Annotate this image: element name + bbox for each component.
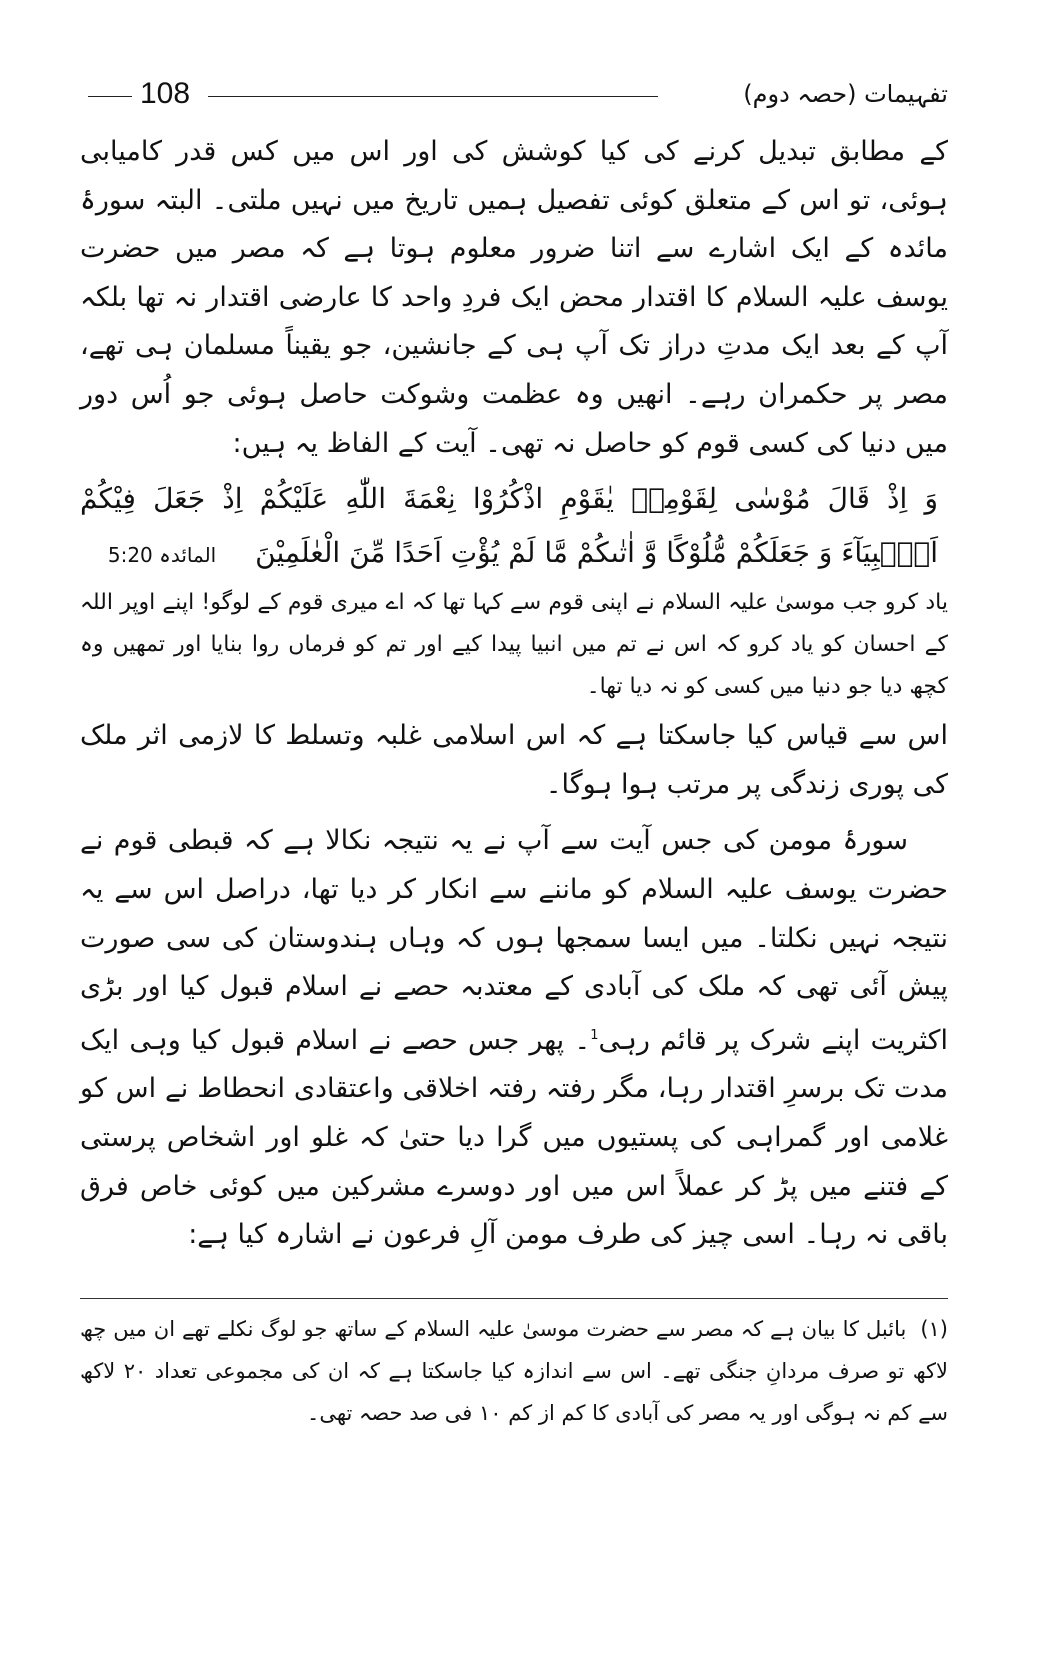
header-rule-left bbox=[88, 96, 132, 97]
header-rule-middle bbox=[208, 96, 658, 97]
footnote-1 bbox=[80, 1308, 948, 1434]
footnote-text: بائبل کا بیان ہے کہ مصر سے حضرت موسیٰ علیہ السلام کے ساتھ جو لوگ نکلے تھے ان میں چھ لاکھ تو صرف مردانِ جنگی تھے۔ اس سے اندازہ کیا جاسکتا ہے کہ ان کی مجموعی تعداد ۲۰ لاکھ سے کم نہ ہوگی اور یہ مصر کی آبادی کا کم از کم ۱۰ فی صد حصہ تھی۔ bbox=[80, 1317, 948, 1425]
footnote-reference-marker[interactable]: 1 bbox=[590, 1027, 599, 1043]
page-number: 108 bbox=[140, 77, 191, 110]
verse-translation: یاد کرو جب موسیٰ علیہ السلام نے اپنی قوم سے کہا تھا کہ اے میری قوم کے لوگو! اپنے اوپر اللہ کے احسان کو یاد کرو کہ اس نے تم میں انبیا پیدا کیے اور تم کو فرماں روا بنایا اور تمھیں وہ کچھ دیا جو دنیا میں کسی کو نہ دیا تھا۔ bbox=[80, 590, 948, 700]
footnotes bbox=[80, 1308, 948, 1434]
paragraph-3 bbox=[80, 817, 948, 1259]
paragraph-3-part-2: ۔ پھر جس حصے نے اسلام قبول کیا وہی ایک مدت تک برسرِ اقتدار رہا، مگر رفتہ رفتہ اخلاقی واعتقادی انحطاط نے اس کو غلامی اور گمراہی کی پستیوں میں گرا دیا حتیٰ کہ غلو اور اشخاص پرستی کے فتنے میں پڑ کر عملاً اس میں اور دوسرے مشرکین میں کوئی خاص فرق باقی نہ رہا۔ اسی چیز کی طرف مومن آلِ فرعون نے اشارہ کیا ہے: bbox=[80, 1024, 948, 1251]
footnote-marker: (۱) bbox=[920, 1317, 948, 1341]
verse-reference: المائدہ 5:20 bbox=[107, 543, 217, 568]
main-text bbox=[80, 128, 948, 1260]
verse-text: وَ اِذْ قَالَ مُوْسٰى لِقَوْمِهٖ يٰقَوْمِ اذْكُرُوْا نِعْمَةَ اللّٰهِ عَلَيْكُمْ اِذْ جَعَلَ فِيْكُمْ اَنْۢبِيَآءَ وَ جَعَلَكُمْ مُّلُوْكًا وَّ اٰتٰىكُمْ مَّا لَمْ يُؤْتِ اَحَدًا مِّنَ الْعٰلَمِيْنَ bbox=[80, 482, 938, 570]
quran-verse bbox=[80, 472, 938, 582]
paragraph-3-part-1: سورۂ مومن کی جس آیت سے آپ نے یہ نتیجہ نکالا ہے کہ قبطی قوم نے حضرت یوسف علیہ السلام کو ماننے سے انکار کر دیا تھا، دراصل اس سے یہ نتیجہ نہیں نکلتا۔ میں ایسا سمجھا ہوں کہ وہاں ہندوستان کی سی صورت پیش آئی تھی کہ ملک کی آبادی کے معتدبہ حصے نے اسلام قبول کیا اور بڑی اکثریت اپنے شرک پر قائم رہی bbox=[80, 825, 948, 1056]
footnote-divider bbox=[80, 1298, 948, 1299]
running-title: تفہیمات (حصہ دوم) bbox=[743, 80, 948, 108]
paragraph-2: اس سے قیاس کیا جاسکتا ہے کہ اس اسلامی غلبہ وتسلط کا لازمی اثر ملک کی پوری زندگی پر مرتب ہوا ہوگا۔ bbox=[80, 720, 948, 800]
page-header bbox=[88, 72, 948, 116]
paragraph-1: کے مطابق تبدیل کرنے کی کیا کوشش کی اور اس میں کس قدر کامیابی ہوئی، تو اس کے متعلق کوئی تفصیل ہمیں تاریخ میں نہیں ملتی۔ البتہ سورۂ مائدہ کے ایک اشارے سے اتنا ضرور معلوم ہوتا ہے کہ مصر میں حضرت یوسف علیہ السلام کا اقتدار محض ایک فردِ واحد کا عارضی اقتدار نہ تھا بلکہ آپ کے بعد ایک مدتِ دراز تک آپ ہی کے جانشین، جو یقیناً مسلمان ہی تھے، مصر پر حکمران رہے۔ انھیں وہ عظمت وشوکت حاصل ہوئی جو اُس دور میں دنیا کی کسی قوم کو حاصل نہ تھی۔ آیت کے الفاظ یہ ہیں: bbox=[80, 136, 948, 459]
